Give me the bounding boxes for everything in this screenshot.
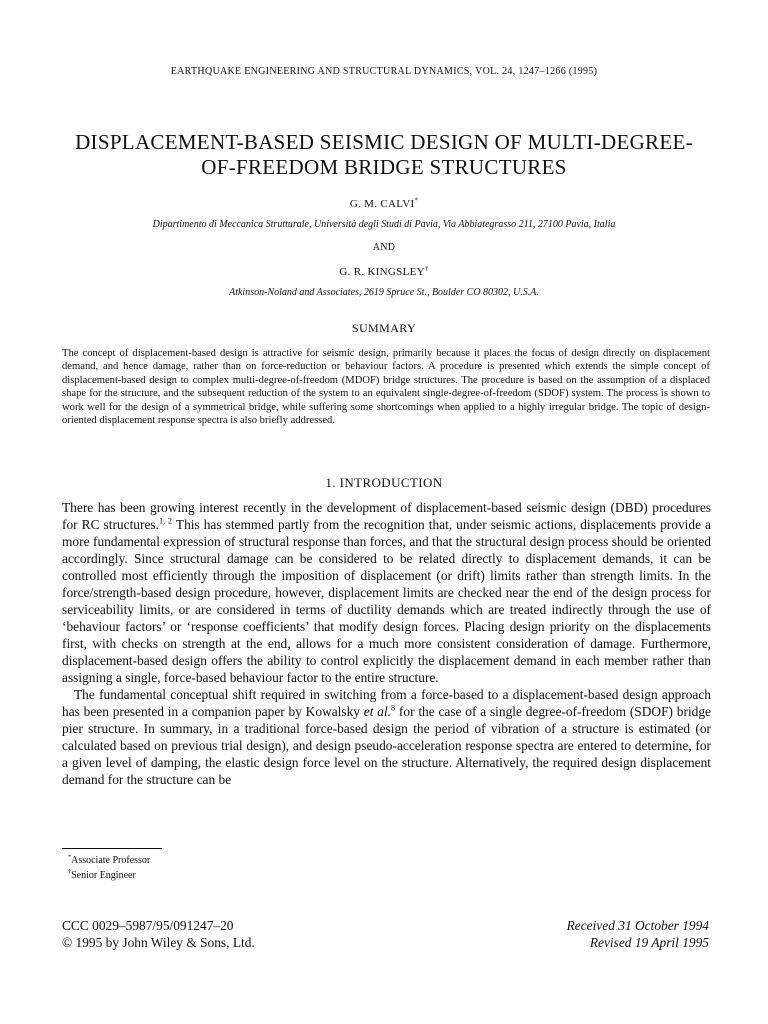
reference-1-2: 1, 2 — [158, 516, 173, 526]
paragraph-2-text-a: The fundamental conceptual shift required in switching from a force-based to a displacement-based design approach has been presented in a companion paper by Kowalsky — [62, 687, 711, 719]
revised-date: Revised 19 April 1995 — [589, 935, 709, 950]
author-1-name: G. M. CALVI — [349, 198, 415, 210]
footnote-1 — [68, 855, 150, 866]
author-1-mark: * — [414, 197, 419, 205]
copyright: © 1995 by John Wiley & Sons, Ltd. — [62, 935, 255, 950]
title-line-2: OF-FREEDOM BRIDGE STRUCTURES — [201, 155, 567, 179]
author-2-mark: † — [424, 265, 429, 273]
ccc-code: CCC 0029–5987/95/091247–20 — [62, 918, 234, 933]
author-1 — [0, 198, 768, 210]
footnote-2 — [68, 870, 136, 881]
author-separator: AND — [372, 242, 396, 253]
title-line-1: DISPLACEMENT-BASED SEISMIC DESIGN OF MULTI-DEGREE- — [75, 130, 693, 154]
author-1-affiliation: Dipartimento di Meccanica Strutturale, Università degli Studi di Pavia, Via Abbiategrasso 211, 27100 Pavia, Italia — [152, 219, 616, 230]
introduction-heading: 1. INTRODUCTION — [325, 475, 443, 490]
introduction-paragraph-1 — [62, 499, 711, 686]
author-2 — [0, 266, 768, 278]
reference-8: 8 — [390, 703, 396, 713]
introduction-body — [62, 499, 711, 788]
footnote-2-mark: † — [68, 868, 72, 876]
paper-title — [40, 130, 728, 180]
paragraph-1-text-b: This has stemmed partly from the recognition that, under seismic actions, displacements provide a more fundamental expression of structural response than forces, and that the structural design process should be oriented accordingly. Since structural damage can be considered to be related directly to displacement demands, it can be controlled most efficiently through the imposition of displacement (or drift) limits rather than strength limits. In the force/strength-based design procedure, however, displacement limits are checked near the end of the design process for serviceability limits, or are considered in terms of ductility demands which are treated indirectly through the use of ‘behaviour factors’ or ‘response coefficients’ that modify design forces. Placing design priority on the displacements first, with checks on strength at the end, allows for a much more consistent consideration of damage. Furthermore, displacement-based design offers the ability to control explicitly the displacement demand in each member rather than assigning a single, force-based behaviour factor to the entire structure. — [62, 517, 711, 685]
footnote-1-text: Associate Professor — [71, 855, 151, 866]
introduction-paragraph-2 — [62, 686, 711, 788]
footnote-2-text: Senior Engineer — [71, 870, 136, 881]
paragraph-2-text-b: for the case of a single degree-of-freedom (SDOF) bridge pier structure. In summary, in a traditional force-based design the period of vibration of a structure is estimated (or calculated based on previous trial design), and design pseudo-acceleration response spectra are entered to determine, for a given level of damping, the elastic design force level on the structure. Alternatively, the required design displacement demand for the structure can be — [62, 704, 711, 787]
paragraph-1-text-a: There has been growing interest recently in the development of displacement-based seismic design (DBD) procedures for RC structures. — [62, 500, 711, 532]
et-al: et al. — [363, 704, 391, 719]
author-2-name: G. R. KINGSLEY — [339, 266, 425, 278]
footnote-rule — [62, 848, 162, 849]
summary-text: The concept of displacement-based design is attractive for seismic design, primarily because it places the focus of design directly on displacement demand, and hence damage, rather than on force-reduction or behaviour factors. A procedure is presented which extends the simple concept of displacement-based design to complex multi-degree-of-freedom (MDOF) bridge structures. The procedure is based on the assumption of a displaced shape for the structure, and the subsequent reduction of the system to an equivalent single-degree-of-freedom (SDOF) system. The process is shown to work well for the design of a symmetrical bridge, while suffering some shortcomings when applied to a highly irregular bridge. The topic of design-oriented displacement response spectra is also briefly addressed. — [62, 348, 710, 427]
summary-heading: SUMMARY — [351, 321, 417, 335]
received-date: Received 31 October 1994 — [566, 918, 709, 933]
author-2-affiliation: Atkinson-Noland and Associates, 2619 Spruce St., Boulder CO 80302, U.S.A. — [229, 287, 539, 298]
running-header: EARTHQUAKE ENGINEERING AND STRUCTURAL DYNAMICS, VOL. 24, 1247–1266 (1995) — [170, 66, 598, 77]
footnote-1-mark: * — [68, 853, 72, 861]
